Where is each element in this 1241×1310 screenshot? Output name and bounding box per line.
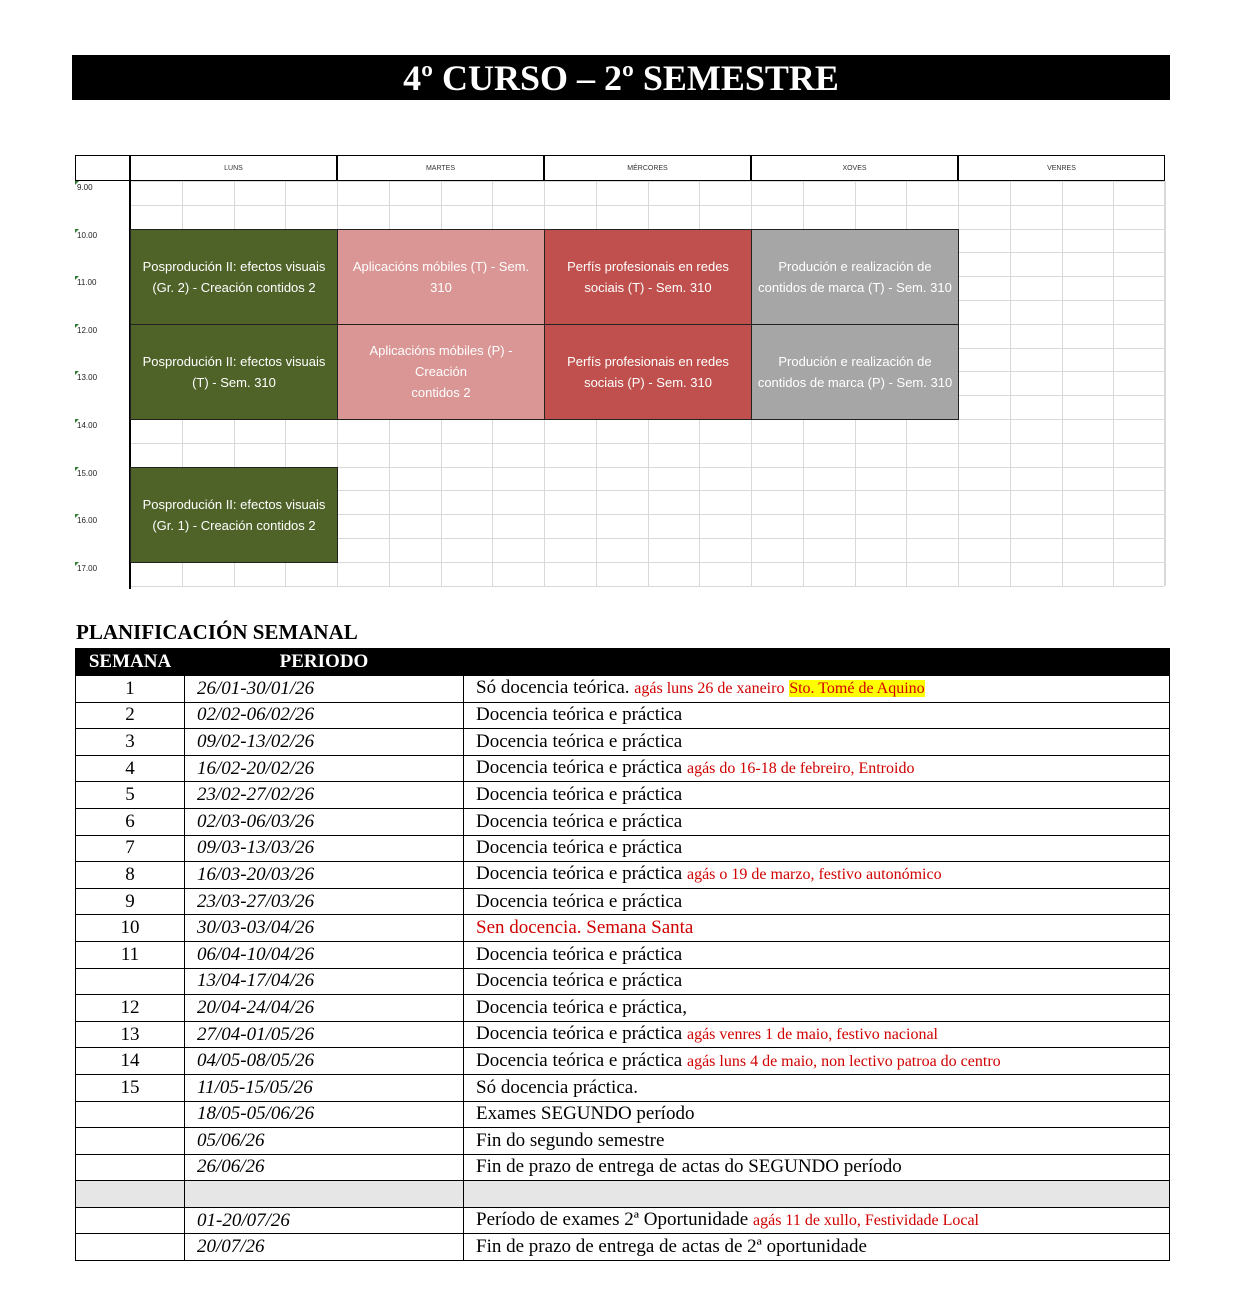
hour-label: 11.00 (77, 278, 97, 288)
week-number (76, 1101, 185, 1128)
day-label: XOVES (842, 164, 867, 172)
period-description (464, 1234, 1170, 1261)
week-number: 7 (76, 835, 185, 862)
class-block (130, 229, 338, 325)
planning-row (76, 1128, 1170, 1155)
description-text: Docencia teórica e práctica (476, 970, 683, 992)
class-line-1: Aplicacións móbiles (P) - Creación (369, 343, 513, 380)
grid-line (1062, 181, 1063, 586)
grid-line (130, 586, 1164, 587)
period-description (464, 1101, 1170, 1128)
week-number: 3 (76, 729, 185, 756)
description-no-teaching: Sen docencia. Semana Santa (476, 917, 694, 939)
description-text: Exames SEGUNDO período (476, 1103, 695, 1125)
hour-label: 10.00 (77, 230, 98, 240)
week-number: 12 (76, 995, 185, 1022)
grid-line (1010, 181, 1011, 586)
period-dates: 20/04-24/04/26 (185, 995, 464, 1022)
period-dates: 09/02-13/02/26 (185, 729, 464, 756)
page-title-bar (72, 55, 1170, 100)
period-description (464, 968, 1170, 995)
period-dates (185, 1181, 464, 1208)
period-dates: 16/03-20/03/26 (185, 862, 464, 889)
planning-row (76, 808, 1170, 835)
planning-table (75, 648, 1170, 1261)
planning-row (76, 782, 1170, 809)
description-text: Período de exames 2ª Oportunidade (476, 1209, 749, 1231)
hour-label: 15.00 (77, 468, 98, 478)
day-header (130, 155, 337, 181)
description-text: Docencia teórica e práctica (476, 1049, 683, 1071)
description-text: Docencia teórica e práctica (476, 890, 683, 912)
class-block-text (342, 340, 540, 403)
grid-line (1164, 181, 1165, 586)
class-line-2: 310 (430, 279, 452, 295)
period-dates: 04/05-08/05/26 (185, 1048, 464, 1075)
class-line-2: contidos de marca (P) - Sem. 310 (757, 374, 953, 390)
planning-row (76, 676, 1170, 703)
period-description (464, 1074, 1170, 1101)
period-dates: 26/01-30/01/26 (185, 676, 464, 703)
grid-line (1113, 181, 1114, 586)
period-description (464, 1207, 1170, 1234)
period-description (464, 782, 1170, 809)
hour-label: 13.00 (77, 373, 98, 383)
description-text: Fin do segundo semestre (476, 1129, 665, 1151)
class-line-1: Perfís profesionais en redes (567, 353, 729, 369)
description-text: Docencia teórica e práctica, (476, 996, 687, 1018)
week-number: 9 (76, 888, 185, 915)
period-dates: 02/02-06/02/26 (185, 702, 464, 729)
description-text: Docencia teórica e práctica (476, 1023, 683, 1045)
period-description (464, 1048, 1170, 1075)
class-block (544, 229, 752, 325)
period-description (464, 835, 1170, 862)
week-number (76, 1181, 185, 1208)
planning-row (76, 888, 1170, 915)
grid-line (1165, 181, 1166, 586)
period-description (464, 1128, 1170, 1155)
class-block (130, 467, 338, 563)
period-description (464, 729, 1170, 756)
week-number: 14 (76, 1048, 185, 1075)
week-number: 2 (76, 702, 185, 729)
planning-row (76, 995, 1170, 1022)
description-text: Docencia teórica e práctica (476, 863, 683, 885)
week-number (76, 1207, 185, 1234)
week-number: 13 (76, 1021, 185, 1048)
period-dates: 02/03-06/03/26 (185, 808, 464, 835)
class-line-2: (Gr. 2) - Creación contidos 2 (152, 279, 316, 295)
planning-row (76, 1207, 1170, 1234)
period-dates: 27/04-01/05/26 (185, 1021, 464, 1048)
page-title: 4º CURSO – 2º SEMESTRE (403, 57, 839, 98)
header-description (464, 649, 1170, 676)
description-text: Docencia teórica e práctica (476, 784, 683, 806)
week-number: 10 (76, 915, 185, 942)
period-description (464, 915, 1170, 942)
week-number: 11 (76, 941, 185, 968)
exception-note: agás venres 1 de maio, festivo nacional (686, 1026, 938, 1044)
class-block-text (143, 351, 326, 393)
period-description (464, 676, 1170, 703)
period-description (464, 702, 1170, 729)
description-text: Fin de prazo de entrega de actas do SEGUNDO período (476, 1156, 902, 1178)
day-header (751, 155, 958, 181)
planning-header-row (76, 649, 1170, 676)
period-dates: 23/02-27/02/26 (185, 782, 464, 809)
period-dates: 26/06/26 (185, 1154, 464, 1181)
description-text: Docencia teórica e práctica (476, 837, 683, 859)
day-header (544, 155, 751, 181)
class-line-1: Posprodución II: efectos visuais (142, 353, 326, 369)
description-text: Só docencia práctica. (476, 1076, 638, 1098)
class-line-1: Perfís profesionais en redes (567, 258, 729, 274)
planning-row (76, 1074, 1170, 1101)
week-number (76, 1154, 185, 1181)
exception-note: agás o 19 de marzo, festivo autonómico (686, 866, 942, 884)
class-block (337, 229, 545, 325)
day-label: VENRES (1047, 164, 1076, 172)
day-label: MÉRCORES (627, 164, 668, 172)
class-block-text (758, 256, 952, 298)
planning-row (76, 1234, 1170, 1261)
planning-row (76, 1048, 1170, 1075)
class-block (130, 324, 338, 420)
planning-row (76, 1181, 1170, 1208)
period-dates: 06/04-10/04/26 (185, 941, 464, 968)
day-label: LUNS (224, 164, 243, 172)
planning-title: PLANIFICACIÓN SEMANAL (76, 620, 358, 644)
description-text: Docencia teórica e práctica (476, 810, 683, 832)
planning-row (76, 729, 1170, 756)
class-line-1: Posprodución II: efectos visuais (142, 496, 326, 512)
period-dates: 23/03-27/03/26 (185, 888, 464, 915)
description-text: Fin de prazo de entrega de actas de 2ª oportunidade (476, 1236, 867, 1258)
week-number (76, 968, 185, 995)
day-header (337, 155, 544, 181)
description-text: Docencia teórica e práctica (476, 943, 683, 965)
exception-note: agás do 16-18 de febreiro, Entroido (686, 760, 915, 778)
planning-row (76, 702, 1170, 729)
exception-note: agás luns 26 de xaneiro (634, 680, 785, 698)
class-line-1: Aplicacións móbiles (T) - Sem. (352, 258, 530, 274)
planning-row (76, 941, 1170, 968)
class-block-text (567, 351, 729, 393)
class-line-2: contidos de marca (T) - Sem. 310 (758, 279, 952, 295)
header-semana: SEMANA (76, 649, 185, 676)
week-number (76, 1128, 185, 1155)
period-description (464, 941, 1170, 968)
class-block-text (567, 256, 729, 298)
planning-row (76, 968, 1170, 995)
timetable-corner (75, 155, 130, 181)
planning-row (76, 862, 1170, 889)
period-description (464, 862, 1170, 889)
class-line-2: contidos 2 (411, 385, 471, 401)
period-dates: 05/06/26 (185, 1128, 464, 1155)
planning-row (76, 915, 1170, 942)
period-description (464, 1021, 1170, 1048)
planning-row (76, 835, 1170, 862)
period-dates: 18/05-05/06/26 (185, 1101, 464, 1128)
period-dates: 20/07/26 (185, 1234, 464, 1261)
header-periodo: PERIODO (185, 649, 464, 676)
period-dates: 16/02-20/02/26 (185, 755, 464, 782)
planning-row (76, 1154, 1170, 1181)
day-label: MARTES (425, 164, 456, 172)
period-description (464, 755, 1170, 782)
class-block-text (353, 256, 529, 298)
planning-row (76, 755, 1170, 782)
class-block (751, 229, 959, 325)
class-block (544, 324, 752, 420)
week-number: 1 (76, 676, 185, 703)
class-line-2: (T) - Sem. 310 (192, 374, 276, 390)
day-header (958, 155, 1165, 181)
exception-note: agás luns 4 de maio, non lectivo patroa do centro (686, 1052, 1001, 1070)
class-block-text (758, 351, 952, 393)
timetable (75, 155, 1164, 589)
hour-label: 14.00 (77, 421, 98, 430)
planning-row (76, 1021, 1170, 1048)
description-text: Só docencia teórica. (476, 677, 630, 699)
class-block-text (143, 256, 326, 298)
hour-label: 17.00 (77, 563, 98, 573)
description-text: Docencia teórica e práctica (476, 704, 683, 726)
description-text: Docencia teórica e práctica (476, 730, 683, 752)
class-line-2: (Gr. 1) - Creación contidos 2 (152, 517, 316, 533)
hour-label: 16.00 (77, 516, 98, 526)
period-dates: 13/04-17/04/26 (185, 968, 464, 995)
class-line-2: sociais (P) - Sem. 310 (584, 374, 712, 390)
planning-row (76, 1101, 1170, 1128)
period-dates: 01-20/07/26 (185, 1207, 464, 1234)
class-line-1: Posprodución II: efectos visuais (142, 258, 326, 274)
highlighted-note: Sto. Tomé de Aquino (789, 680, 925, 698)
week-number: 4 (76, 755, 185, 782)
hour-label: 12.00 (77, 325, 98, 335)
week-number: 5 (76, 782, 185, 809)
week-number: 15 (76, 1074, 185, 1101)
period-description (464, 808, 1170, 835)
period-dates: 09/03-13/03/26 (185, 835, 464, 862)
hour-label: 9.00 (77, 183, 93, 192)
week-number (76, 1234, 185, 1261)
class-block-text (143, 494, 326, 536)
description-text: Docencia teórica e práctica (476, 757, 683, 779)
class-line-2: sociais (T) - Sem. 310 (584, 279, 712, 295)
class-line-1: Produción e realización de (778, 258, 932, 274)
period-dates: 30/03-03/04/26 (185, 915, 464, 942)
period-description (464, 888, 1170, 915)
period-dates: 11/05-15/05/26 (185, 1074, 464, 1101)
period-description (464, 995, 1170, 1022)
period-description (464, 1154, 1170, 1181)
week-number: 8 (76, 862, 185, 889)
week-number: 6 (76, 808, 185, 835)
class-block (337, 324, 545, 420)
exception-note: agás 11 de xullo, Festividade Local (752, 1212, 979, 1230)
class-block (751, 324, 959, 420)
class-line-1: Produción e realización de (778, 353, 932, 369)
period-description (464, 1181, 1170, 1208)
